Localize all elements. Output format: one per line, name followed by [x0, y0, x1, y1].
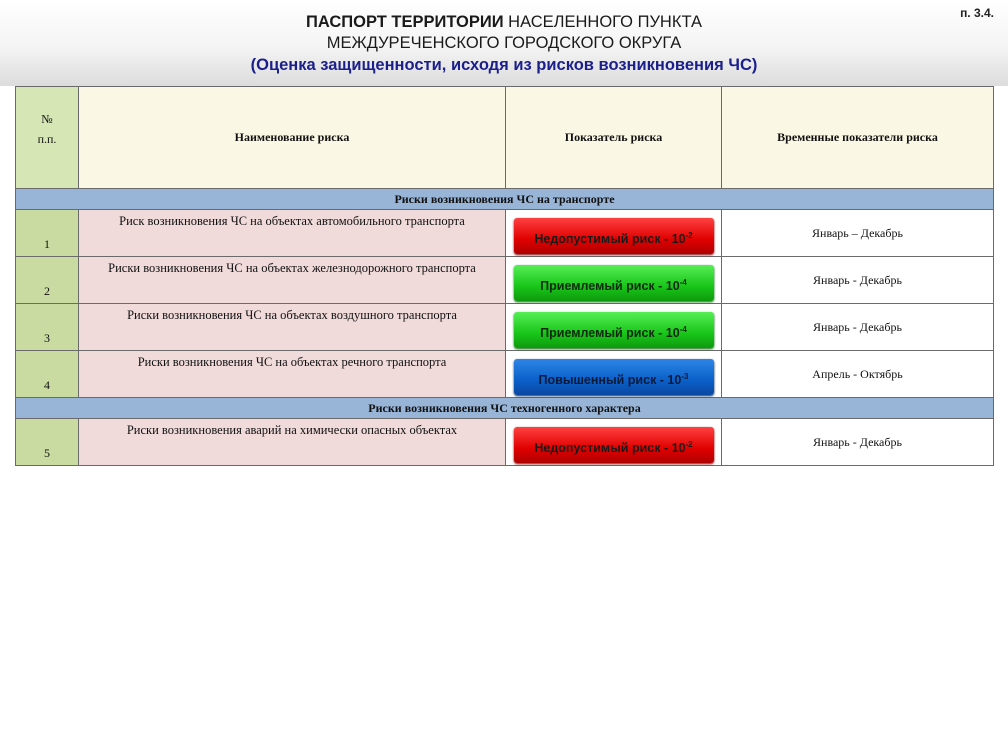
risk-indicator-cell	[506, 351, 722, 398]
section-title: Риски возникновения ЧС на транспорте	[16, 189, 994, 210]
risk-period: Январь – Декабрь	[722, 210, 994, 257]
risk-name: Риски возникновения ЧС на объектах речного транспорта	[79, 351, 506, 398]
header	[0, 0, 1008, 86]
column-header-num: № п.п.	[16, 87, 79, 189]
table-header-row	[16, 87, 994, 189]
risk-period: Апрель - Октябрь	[722, 351, 994, 398]
table-row	[16, 210, 994, 257]
section-title: Риски возникновения ЧС техногенного характера	[16, 398, 994, 419]
risk-indicator-cell	[506, 257, 722, 304]
table-row	[16, 304, 994, 351]
risk-indicator-badge: Приемлемый риск - $10^{-4}$	[514, 312, 714, 348]
risk-indicator-badge: Недопустимый риск - $10^{-2}$	[514, 427, 714, 463]
row-number: 3	[16, 304, 79, 351]
section-row	[16, 189, 994, 210]
column-header-period: Временные показатели риска	[722, 87, 994, 189]
row-number: 1	[16, 210, 79, 257]
row-number: 2	[16, 257, 79, 304]
risk-indicator-cell	[506, 419, 722, 466]
risk-name: Риск возникновения ЧС на объектах автомобильного транспорта	[79, 210, 506, 257]
table-row	[16, 419, 994, 466]
row-number: 5	[16, 419, 79, 466]
risk-name: Риски возникновения аварий на химически опасных объектах	[79, 419, 506, 466]
title-line-2: МЕЖДУРЕЧЕНСКОГО ГОРОДСКОГО ОКРУГА	[326, 34, 682, 52]
risk-indicator-cell	[506, 210, 722, 257]
table-row	[16, 257, 994, 304]
risk-period: Январь - Декабрь	[722, 304, 994, 351]
risk-indicator-badge: Приемлемый риск - $10^{-4}$	[514, 265, 714, 301]
risk-name: Риски возникновения ЧС на объектах железнодорожного транспорта	[79, 257, 506, 304]
column-header-indicator: Показатель риска	[506, 87, 722, 189]
risk-period: Январь - Декабрь	[722, 257, 994, 304]
section-row	[16, 398, 994, 419]
column-header-name: Наименование риска	[79, 87, 506, 189]
row-number: 4	[16, 351, 79, 398]
title-line-1: ПАСПОРТ ТЕРРИТОРИИ НАСЕЛЕННОГО ПУНКТА	[305, 13, 702, 31]
risk-name: Риски возникновения ЧС на объектах воздушного транспорта	[79, 304, 506, 351]
risk-indicator-badge: Недопустимый риск - $10^{-2}$	[514, 218, 714, 254]
table-row	[16, 351, 994, 398]
risk-period: Январь - Декабрь	[722, 419, 994, 466]
risk-indicator-badge: Повышенный риск - $10^{-3}$	[514, 359, 714, 395]
title-line-3: (Оценка защищенности, исходя из рисков возникновения ЧС)	[250, 56, 758, 74]
risk-table	[15, 86, 994, 466]
slide-number: п. 3.4.	[960, 6, 994, 20]
risk-indicator-cell	[506, 304, 722, 351]
